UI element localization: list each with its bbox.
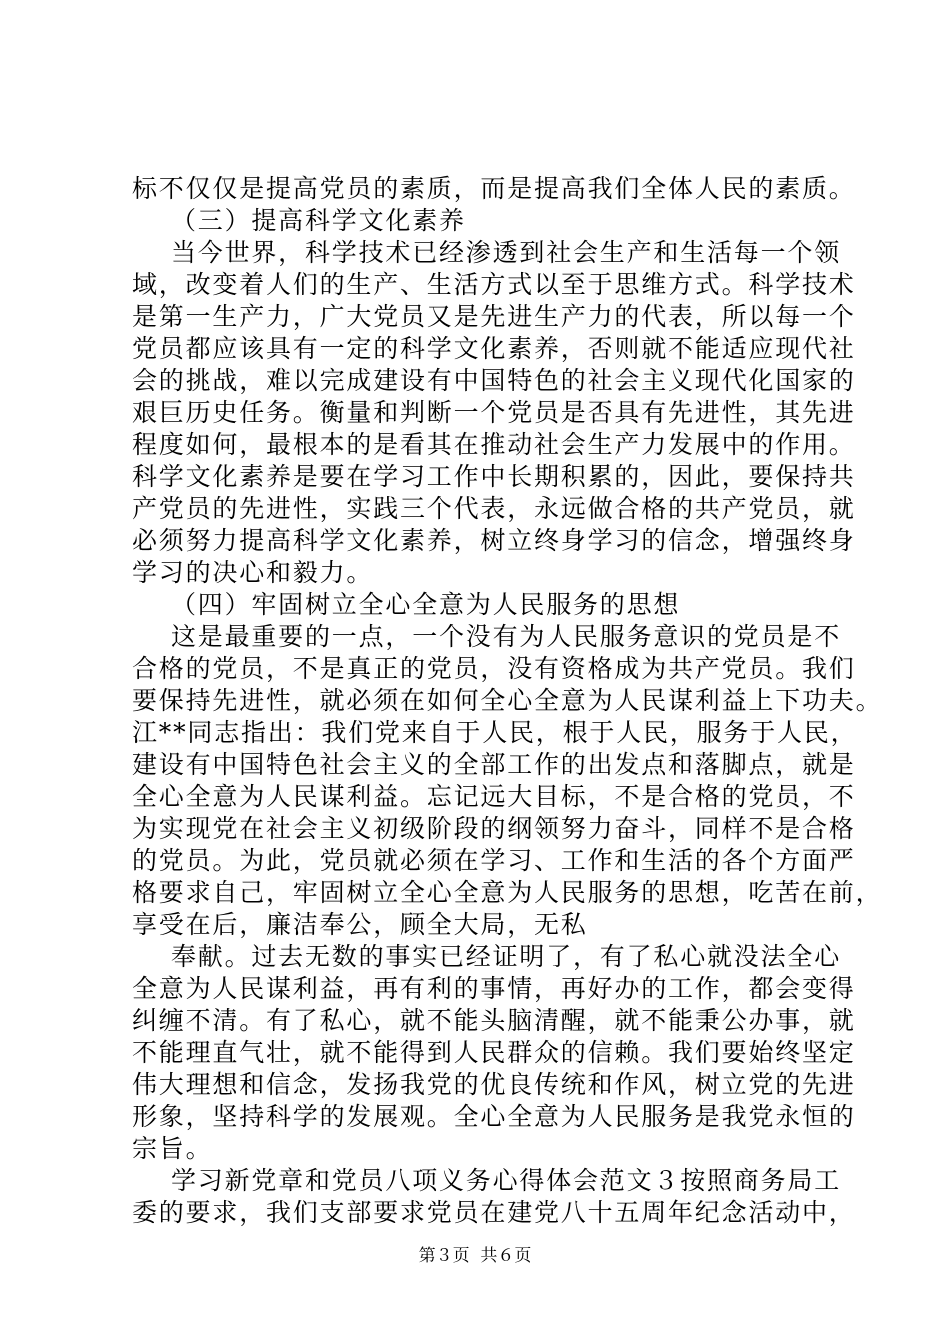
text-line: 当今世界，科学技术已经渗透到社会生产和生活每一个领 xyxy=(132,238,841,267)
text-line: 委的要求，我们支部要求党员在建党八十五周年纪念活动中， xyxy=(132,1198,856,1227)
text-line: 党员都应该具有一定的科学文化素养，否则就不能适应现代社 xyxy=(132,334,856,363)
text-line: 必须努力提高科学文化素养，树立终身学习的信念，增强终身 xyxy=(132,526,856,555)
section-heading: （三）提高科学文化素养 xyxy=(132,206,466,235)
text-line: 全心全意为人民谋利益。忘记远大目标，不是合格的党员，不 xyxy=(132,782,856,811)
text-line: 伟大理想和信念，发扬我党的优良传统和作风，树立党的先进 xyxy=(132,1070,856,1099)
text-line: 奉献。过去无数的事实已经证明了，有了私心就没法全心 xyxy=(132,942,841,971)
text-line: 产党员的先进性，实践三个代表，永远做合格的共产党员，就 xyxy=(132,494,856,523)
text-line: 学习的决心和毅力。 xyxy=(132,558,374,587)
text-line: 享受在后，廉洁奉公，顾全大局，无私 xyxy=(132,910,588,939)
text-line: 形象，坚持科学的发展观。全心全意为人民服务是我党永恒的 xyxy=(132,1102,856,1131)
text-line: 这是最重要的一点，一个没有为人民服务意识的党员是不 xyxy=(132,622,841,651)
text-line: 合格的党员，不是真正的党员，没有资格成为共产党员。我们 xyxy=(132,654,856,683)
text-line: 宗旨。 xyxy=(132,1134,213,1163)
text-line: 为实现党在社会主义初级阶段的纲领努力奋斗，同样不是合格 xyxy=(132,814,856,843)
text-line: 江**同志指出：我们党来自于人民，根于人民，服务于人民， xyxy=(132,718,858,747)
text-line: 不能理直气壮，就不能得到人民群众的信赖。我们要始终坚定 xyxy=(132,1038,856,1067)
text-line: 标不仅仅是提高党员的素质，而是提高我们全体人民的素质。 xyxy=(132,174,856,203)
text-line: 全意为人民谋利益，再有利的事情，再好办的工作，都会变得 xyxy=(132,974,856,1003)
text-line: 科学文化素养是要在学习工作中长期积累的，因此，要保持共 xyxy=(132,462,856,491)
text-line: 建设有中国特色社会主义的全部工作的出发点和落脚点，就是 xyxy=(132,750,856,779)
text-line: 艰巨历史任务。衡量和判断一个党员是否具有先进性，其先进 xyxy=(132,398,856,427)
text-line: 的党员。为此，党员就必须在学习、工作和生活的各个方面严 xyxy=(132,846,856,875)
text-line: 域，改变着人们的生产、生活方式以至于思维方式。科学技术 xyxy=(132,270,856,299)
text-line: 程度如何，最根本的是看其在推动社会生产力发展中的作用。 xyxy=(132,430,856,459)
text-line: 格要求自己，牢固树立全心全意为人民服务的思想，吃苦在前， xyxy=(132,878,883,907)
section-heading: （四）牢固树立全心全意为人民服务的思想 xyxy=(132,590,681,619)
text-line: 学习新党章和党员八项义务心得体会范文３按照商务局工 xyxy=(132,1166,841,1195)
text-line: 要保持先进性，就必须在如何全心全意为人民谋利益上下功夫。 xyxy=(132,686,883,715)
page-number-footer: 第３页 共６页 xyxy=(418,1246,532,1266)
text-line: 是第一生产力，广大党员又是先进生产力的代表，所以每一个 xyxy=(132,302,856,331)
text-line: 会的挑战，难以完成建设有中国特色的社会主义现代化国家的 xyxy=(132,366,856,395)
text-line: 纠缠不清。有了私心，就不能头脑清醒，就不能秉公办事，就 xyxy=(132,1006,856,1035)
